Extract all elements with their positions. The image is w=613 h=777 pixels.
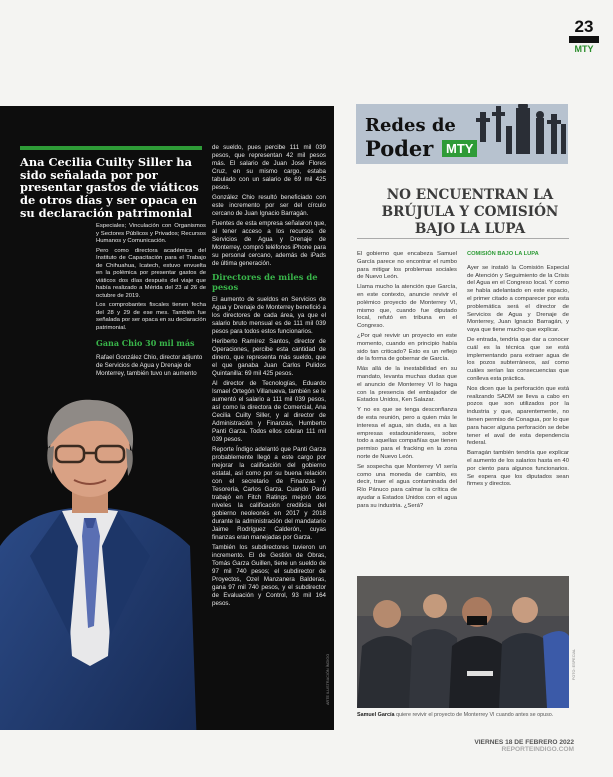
redes-de-poder-banner [356, 104, 568, 164]
left-col2-paragraph: También los subdirectores tuvieron un incremento. El de Gestión de Obras, Tomás Garza Guillen, tiene un sueldo de 97 mil 740 pesos; el subdirector de Proyectos, Ozel Manzanera Balderas, gana 97 mil 740 pesos, y el subdirector de Evaluación y Control, 93 mil 164 pesos. [212, 544, 326, 607]
left-article-panel [0, 106, 334, 730]
right-col1-paragraph: El gobierno que encabeza Samuel García parece no encontrar el rumbo para mitigar los problemas sociales de Nuevo León. [357, 251, 457, 281]
right-col1-paragraph: Llama mucho la atención que García, en este contexto, anuncie revivir el polémico proyecto de Monterrey VI, mismo que, cuando fue diputado local, refutó en tribuna en el Congreso. [357, 284, 457, 330]
left-col2-paragraph: de sueldo, pues percibe 111 mil 039 pesos, que representan 42 mil pesos más. El salario de Juan José Flores Cruz, en su mismo cargo, estaba tabulado con un salario de 69 mil 425 pesos. [212, 144, 326, 191]
left-col2-paragraph: El aumento de sueldos en Servicios de Agua y Drenaje de Monterrey benefició a los directores de cada área, ya que el salario bruto mensual es de 111 mil 039 pesos para todos estos funcionarios. [212, 296, 326, 335]
left-col1-paragraph: Los comprobantes fiscales tienen fecha del 28 y 29 de ese mes. También fue señalada por ser opaca en su declaración patrimonial. [96, 302, 206, 331]
left-column-1 [96, 223, 206, 334]
left-col2-paragraph: González Chio resultó beneficiado con este incremento por ser del círculo cercano de Juan Ignacio Barragán. [212, 194, 326, 217]
section-label: MTY [574, 44, 594, 54]
page-footer [404, 739, 574, 753]
comision-kicker: COMISIÓN BAJO LA LUPA [467, 251, 539, 257]
right-col1-paragraph: Más allá de la inestabilidad en su mandato, levanta muchas dudas que el anuncio de Monterrey VI lo haga con la presencia del embajador de Estados Unidos, Ken Salazar. [357, 366, 457, 404]
left-col2-paragraph: Al director de Tecnologías, Eduardo Ismael Ortegón Villanueva, también se le aumentó el salario a 111 mil 039 pesos, así como la directora de Comercial, Ana Cecilia Cuilty Siller, y al director de Administración y Finanzas, Humberto Panti Garza. Todos ellos cobran 111 mil 039 pesos. [212, 380, 326, 443]
press-conference-photo [357, 576, 569, 708]
subhead-directors: Directores de miles de pesos [212, 272, 318, 292]
banner-poder: Poder [365, 136, 434, 161]
caption-text: quiere revivir el proyecto de Monterrey VI cuando antes se opuso. [394, 712, 554, 718]
right-headline: NO ENCUENTRAN LA BRÚJULA Y COMISIÓN BAJO LA LUPA [381, 187, 559, 237]
right-photo-credit: FOTO: ESPECIAL [572, 648, 576, 680]
right-col2-paragraph: Barragán también tendría que explicar el aumento de los salarios hasta en 40 por ciento para algunos funcionarios. Se espera que los diputados sean firmes y directos. [467, 450, 569, 488]
left-column-1b: Rafael González Chio, director adjunto de Servicios de Agua y Drenaje de Monterrey, también tuvo un aumento [96, 354, 203, 377]
left-col1-paragraph: Pero como directora académica del Instituto de Capacitación para el Trabajo de Chihuahua, Icatech, estuvo envuelta en la polémica por presentar gastos de viáticos dos días después del viaje que había realizado a Mérida del 23 al 26 de octubre de 2019. [96, 247, 206, 299]
right-col1-paragraph: ¿Por qué revivir un proyecto en este momento, cuando en principio había sido tan criticado? Esto es un reflejo de la forma de gobernar de García. [357, 332, 457, 363]
photo-caption [357, 712, 569, 718]
right-column-2 [467, 251, 569, 491]
footer-brand: REPORTEINDIGO.COM [501, 746, 574, 753]
right-col2-paragraph: De entrada, tendría que dar a conocer cuál es la técnica que se está implementando para extraer agua de los pozos subterráneos, así como cuáles serían las consecuencias que conlleva esta práctica. [467, 336, 569, 382]
page-number-bar [569, 36, 599, 43]
right-column-1 [357, 251, 457, 513]
right-col2-paragraph: Ayer se instaló la Comisión Especial de Atención y Seguimiento de la Crisis del Agua en el Congreso local. Y como se había adelantado en este espacio, el primer citado a comparecer por esta problemática será el director de Servicios de Agua y Drenaje de Monterrey, Juan Ignacio Barragán, y vaya que tiene mucho que explicar. [467, 264, 569, 334]
right-divider [357, 238, 569, 239]
left-photo-credit: ARTE ILUSTRACIÓN ÍNDIGO [326, 653, 330, 705]
right-col1-paragraph: Se sospecha que Monterrey VI sería como una moneda de cambio, es decir, traer el agua contaminada del Río Pánuco para calmar la crítica de ayudar a Estados Unidos con el agua para su industria. ¿Será? [357, 463, 457, 509]
left-col2-paragraph: Reporte Índigo adelantó que Panti Garza probablemente llegó a este cargo por mejorar la calificación del gobierno estatal, así como por su buena relación con el secretario de Finanzas y Tesorería, Carlos Garza. Cuando Panti trabajó en Fitch Ratings mejoró dos niveles la calificación crediticia del gobierno neoleonés en 2017 y 2018 durante la administración del mandatario Jaime Rodríguez Calderón, cuyas finanzas eran manejadas por Garza. [212, 446, 326, 541]
subhead-salary: Gana Chio 30 mil más [96, 338, 195, 348]
banner-mty-tag: MTY [442, 140, 477, 157]
left-col2-paragraph: Heriberto Ramírez Santos, director de Operaciones, percibe esta cantidad de dinero, que representa más sueldo, que el que ganaba Juan Carlos Pulidos Quintanilla: 69 mil 425 pesos. [212, 338, 326, 377]
banner-redes: Redes de [365, 115, 456, 136]
news-photo [357, 576, 569, 708]
right-col1-paragraph: Y no es que se tenga desconfianza de esta reunión, pero a quien más le interesa el agua, sin duda, es a las empresas estadounidenses, sobre todo a aquellas compañías que tienen permiso para el fracking en la zona norte de Nuevo León. [357, 407, 457, 460]
page-number-block [569, 18, 599, 54]
left-col2-paragraph: Fuentes de esta empresa señalaron que, al tener acceso a los recursos de Servicios de Agua y Drenaje de Monterrey, compró teléfonos iPhone para su personal cercano, además de iPads de última generación. [212, 220, 326, 267]
caption-name: Samuel García [357, 712, 395, 718]
headline-accent-line [20, 146, 202, 150]
left-headline: Ana Cecilia Cuilty Siller ha sido señalada por por presentar gastos de viáticos de otros días y ser opaca en su declaración patrimonial [20, 155, 199, 220]
page-number: 23 [574, 17, 594, 36]
official-portrait-illustration [0, 396, 200, 730]
footer-date: VIERNES 18 DE FEBRERO 2022 [474, 739, 574, 746]
left-column-2 [212, 144, 326, 610]
right-col2-paragraph: Nos dicen que la perforación que está realizando SADM se lleva a cabo en pozos que son utilizados por la industria y que, aparentemente, no tienen permiso de Conagua, por lo que para hacer alguna perforación se debe tener el aval de esta dependencia federal. [467, 385, 569, 447]
left-col1-paragraph: Especiales; Vinculación con Organismos y Sectores Públicos y Privados; Recursos Humanos y Comunicación. [96, 223, 206, 244]
